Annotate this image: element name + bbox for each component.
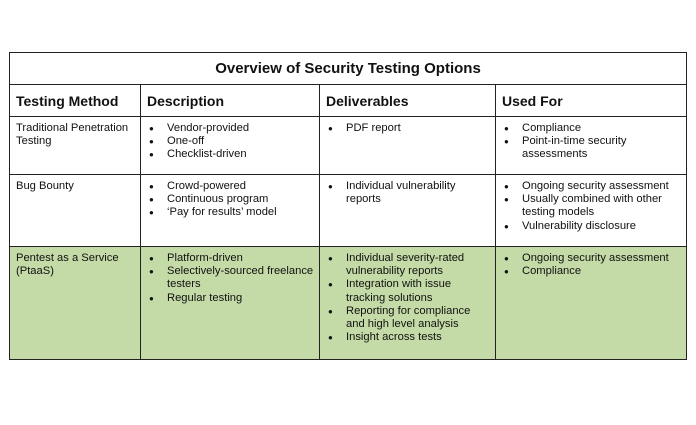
used-for-cell bbox=[496, 117, 687, 175]
used-for-cell bbox=[496, 247, 687, 360]
list-item: ● Selectively-sourced freelance testers bbox=[147, 265, 315, 291]
method-cell: Traditional Penetration Testing bbox=[10, 117, 141, 175]
header-used-for: Used For bbox=[496, 85, 687, 117]
list-item: ● Continuous program bbox=[147, 193, 315, 206]
description-list bbox=[147, 252, 315, 305]
deliverables-cell bbox=[320, 175, 496, 247]
used-for-cell bbox=[496, 175, 687, 247]
list-item: ● Vendor-provided bbox=[147, 122, 315, 135]
header-description: Description bbox=[141, 85, 320, 117]
list-item: ● Vulnerability disclosure bbox=[502, 220, 682, 233]
header-deliverables: Deliverables bbox=[320, 85, 496, 117]
description-list bbox=[147, 122, 315, 162]
table-row bbox=[10, 117, 687, 175]
list-item: ● Integration with issue tracking solutions bbox=[326, 278, 491, 304]
header-row bbox=[10, 85, 687, 117]
description-cell bbox=[141, 175, 320, 247]
used-for-list bbox=[502, 122, 682, 162]
method-cell: Pentest as a Service (PtaaS) bbox=[10, 247, 141, 360]
table-row bbox=[10, 175, 687, 247]
security-testing-overview bbox=[9, 52, 686, 360]
comparison-table bbox=[9, 52, 687, 360]
list-item: ● Compliance bbox=[502, 122, 682, 135]
list-item: ● Regular testing bbox=[147, 292, 315, 305]
list-item: ● Platform-driven bbox=[147, 252, 315, 265]
description-cell bbox=[141, 117, 320, 175]
used-for-list bbox=[502, 180, 682, 233]
deliverables-list bbox=[326, 180, 491, 206]
table-title: Overview of Security Testing Options bbox=[10, 53, 687, 85]
deliverables-list bbox=[326, 122, 491, 135]
header-testing-method: Testing Method bbox=[10, 85, 141, 117]
list-item: ● Usually combined with other testing models bbox=[502, 193, 682, 219]
list-item: ● Insight across tests bbox=[326, 331, 491, 344]
list-item: ● Crowd-powered bbox=[147, 180, 315, 193]
used-for-list bbox=[502, 252, 682, 278]
deliverables-cell bbox=[320, 247, 496, 360]
deliverables-cell bbox=[320, 117, 496, 175]
description-list bbox=[147, 180, 315, 220]
list-item: ● ‘Pay for results’ model bbox=[147, 206, 315, 219]
list-item: ● Ongoing security assessment bbox=[502, 180, 682, 193]
list-item: ● Reporting for compliance and high level analysis bbox=[326, 305, 491, 331]
description-cell bbox=[141, 247, 320, 360]
method-cell: Bug Bounty bbox=[10, 175, 141, 247]
deliverables-list bbox=[326, 252, 491, 344]
table-row-highlighted bbox=[10, 247, 687, 360]
list-item: ● Compliance bbox=[502, 265, 682, 278]
list-item: ● Checklist-driven bbox=[147, 148, 315, 161]
list-item: ● Point-in-time security assessments bbox=[502, 135, 682, 161]
list-item: ● PDF report bbox=[326, 122, 491, 135]
list-item: ● Individual severity-rated vulnerability reports bbox=[326, 252, 491, 278]
list-item: ● Individual vulnerability reports bbox=[326, 180, 491, 206]
list-item: ● One-off bbox=[147, 135, 315, 148]
list-item: ● Ongoing security assessment bbox=[502, 252, 682, 265]
